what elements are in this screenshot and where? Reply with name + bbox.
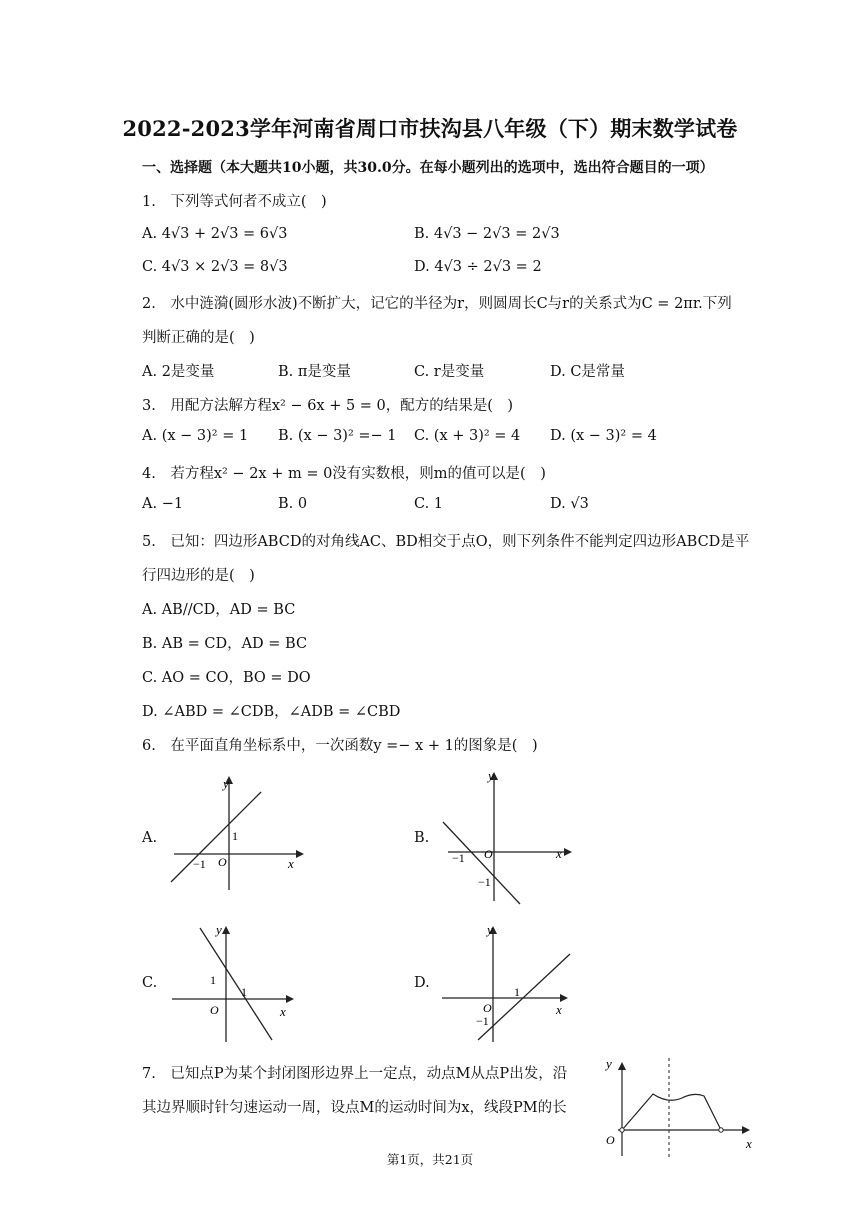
intercept-label: −1 [478, 875, 491, 889]
question-5-stem-line1: 5. 已知：四边形ABCD的对角线AC、BD相交于点O，则下列条件不能判定四边形ABCD是平 [142, 534, 750, 550]
question-7-stem-line2: 其边界顺时针匀速运动一周，设点M的运动时间为x，线段PM的长 [142, 1100, 567, 1116]
question-6-option-a: A. [142, 830, 158, 846]
question-6-graph-d [438, 918, 578, 1052]
intercept-label: −1 [193, 857, 206, 871]
question-5-option-a: A. AB//CD，AD = BC [142, 602, 296, 618]
question-5-stem-line2: 行四边形的是( ) [142, 568, 255, 584]
origin-label: O [218, 855, 227, 869]
axis-y-label: y [606, 1056, 612, 1071]
intercept-label: −1 [476, 1014, 489, 1028]
axis-x-label: x [556, 1002, 562, 1017]
question-4-option-d: D. √3 [550, 496, 589, 512]
axis-y-label: y [488, 768, 494, 783]
question-6-graph-b [438, 766, 578, 910]
axis-y-label: y [216, 922, 222, 937]
question-3-option-a: A. (x − 3)² = 1 [142, 428, 249, 444]
intercept-label: −1 [452, 851, 465, 865]
intercept-label: 1 [210, 973, 216, 987]
question-5-option-d: D. ∠ABD = ∠CDB，∠ADB = ∠CBD [142, 704, 401, 720]
page-title: 2022-2023学年河南省周口市扶沟县八年级（下）期末数学试卷 [122, 116, 738, 141]
question-5-option-c: C. AO = CO，BO = DO [142, 670, 311, 686]
question-5-option-b: B. AB = CD，AD = BC [142, 636, 308, 652]
intercept-label: 1 [232, 829, 238, 843]
section-heading: 一、选择题（本大题共10小题，共30.0分。在每小题列出的选项中，选出符合题目的一项） [142, 160, 714, 176]
origin-label: O [210, 1003, 219, 1017]
origin-label: O [483, 1001, 492, 1015]
origin-label: O [484, 847, 493, 861]
question-6-option-b: B. [414, 830, 430, 846]
question-4-stem: 4. 若方程x² − 2x + m = 0没有实数根，则m的值可以是( ) [142, 466, 546, 482]
question-4-option-c: C. 1 [414, 496, 444, 512]
question-6-graph-c [166, 918, 306, 1052]
axis-x-label: x [746, 1136, 752, 1151]
question-1-option-a: A. 4√3 + 2√3 = 6√3 [142, 226, 288, 242]
question-2-option-c: C. r是变量 [414, 364, 485, 380]
question-6-graph-a [166, 772, 306, 896]
axis-x-label: x [280, 1004, 286, 1019]
question-3-option-c: C. (x + 3)² = 4 [414, 428, 521, 444]
question-2-option-b: B. π是变量 [278, 364, 351, 380]
question-1-option-c: C. 4√3 × 2√3 = 8√3 [142, 259, 288, 275]
question-7-stem-line1: 7. 已知点P为某个封闭图形边界上一定点，动点M从点P出发，沿 [142, 1066, 568, 1082]
question-6-option-c: C. [142, 975, 158, 991]
question-2-option-a: A. 2是变量 [142, 364, 215, 380]
question-3-option-b: B. (x − 3)² =− 1 [278, 428, 397, 444]
question-1-option-b: B. 4√3 − 2√3 = 2√3 [414, 226, 560, 242]
question-2-stem-line2: 判断正确的是( ) [142, 330, 255, 346]
question-3-option-d: D. (x − 3)² = 4 [550, 428, 657, 444]
intercept-label: 1 [514, 985, 520, 999]
question-2-option-d: D. C是常量 [550, 364, 625, 380]
origin-label: O [606, 1133, 615, 1147]
question-1-option-d: D. 4√3 ÷ 2√3 = 2 [414, 259, 542, 275]
question-3-stem: 3. 用配方法解方程x² − 6x + 5 = 0，配方的结果是( ) [142, 398, 514, 414]
page-footer: 第1页，共21页 [386, 1152, 474, 1167]
axis-x-label: x [556, 846, 562, 861]
question-1-stem: 1. 下列等式何者不成立( ) [142, 194, 327, 210]
intercept-label: 1 [241, 985, 247, 999]
axis-y-label: y [487, 922, 493, 937]
question-4-option-a: A. −1 [142, 496, 184, 512]
question-2-stem-line1: 2. 水中涟漪(圆形水波)不断扩大，记它的半径为r，则圆周长C与r的关系式为C = 2πr.下列 [142, 296, 732, 312]
question-4-option-b: B. 0 [278, 496, 308, 512]
question-6-option-d: D. [414, 975, 430, 991]
question-6-stem: 6. 在平面直角坐标系中，一次函数y =− x + 1的图象是( ) [142, 738, 538, 754]
axis-x-label: x [288, 856, 294, 871]
axis-y-label: y [223, 776, 229, 791]
